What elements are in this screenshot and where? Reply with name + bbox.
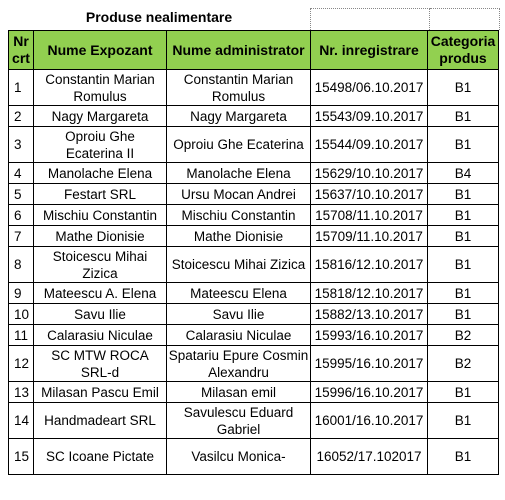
cell-administrator: Vasilcu Monica-	[167, 439, 311, 475]
cell-administrator: Mathe Dionisie	[167, 226, 311, 247]
cell-expozant: Mischiu Constantin	[34, 205, 167, 226]
cell-inregistrare: 15882/13.10.2017	[311, 304, 428, 325]
cell-nr: 4	[9, 163, 34, 184]
cell-expozant: Handmadeart SRL	[34, 403, 167, 439]
header-categoria-produs: Categoria produs	[428, 31, 499, 70]
cell-inregistrare: 15996/16.10.2017	[311, 382, 428, 403]
table-row	[9, 346, 499, 382]
table-row	[9, 403, 499, 439]
cell-nr: 9	[9, 283, 34, 304]
cell-nr: 10	[9, 304, 34, 325]
cell-categoria: B1	[428, 283, 499, 304]
table-row	[9, 325, 499, 346]
header-nr-crt: Nr crt	[9, 31, 34, 70]
cell-inregistrare: 16001/16.10.2017	[311, 403, 428, 439]
cell-categoria: B1	[428, 247, 499, 283]
cell-administrator: Mischiu Constantin	[167, 205, 311, 226]
cell-inregistrare: 15629/10.10.2017	[311, 163, 428, 184]
cell-expozant: SC Icoane Pictate	[34, 439, 167, 475]
cell-categoria: B1	[428, 439, 499, 475]
cell-inregistrare: 15637/10.10.2017	[311, 184, 428, 205]
cell-nr: 14	[9, 403, 34, 439]
cell-categoria: B1	[428, 382, 499, 403]
cell-administrator: Savulescu Eduard Gabriel	[167, 403, 311, 439]
cell-nr: 2	[9, 106, 34, 127]
table-row	[9, 226, 499, 247]
cell-inregistrare: 15544/09.10.2017	[311, 127, 428, 163]
cell-administrator: Manolache Elena	[167, 163, 311, 184]
cell-inregistrare: 15816/12.10.2017	[311, 247, 428, 283]
table-row	[9, 283, 499, 304]
cell-categoria: B1	[428, 106, 499, 127]
cell-administrator: Ursu Mocan Andrei	[167, 184, 311, 205]
cell-administrator: Calarasiu Niculae	[167, 325, 311, 346]
cell-administrator: Spatariu Epure Cosmin Alexandru	[167, 346, 311, 382]
cell-inregistrare: 15993/16.10.2017	[311, 325, 428, 346]
table-row	[9, 205, 499, 226]
cell-nr: 7	[9, 226, 34, 247]
cell-inregistrare: 15995/16.10.2017	[311, 346, 428, 382]
table-row	[9, 304, 499, 325]
table-row	[9, 439, 499, 475]
sheet-title-row	[0, 0, 505, 30]
table-header-row	[9, 31, 499, 70]
cell-expozant: Mathe Dionisie	[34, 226, 167, 247]
table-row	[9, 127, 499, 163]
cell-categoria: B1	[428, 304, 499, 325]
cell-expozant: Calarasiu Niculae	[34, 325, 167, 346]
sheet-title: Produse nealimentare	[85, 9, 233, 25]
cell-expozant: Constantin Marian Romulus	[34, 70, 167, 106]
cell-inregistrare: 16052/17.102017	[311, 439, 428, 475]
cell-expozant: Nagy Margareta	[34, 106, 167, 127]
empty-cell-dotted	[430, 8, 500, 30]
cell-inregistrare: 15709/11.10.2017	[311, 226, 428, 247]
cell-administrator: Oproiu Ghe Ecaterina	[167, 127, 311, 163]
table-row	[9, 184, 499, 205]
cell-administrator: Constantin Marian Romulus	[167, 70, 311, 106]
cell-expozant: Savu Ilie	[34, 304, 167, 325]
cell-categoria: B1	[428, 403, 499, 439]
cell-expozant: Mateescu A. Elena	[34, 283, 167, 304]
cell-expozant: Stoicescu Mihai Zizica	[34, 247, 167, 283]
cell-categoria: B2	[428, 325, 499, 346]
cell-nr: 8	[9, 247, 34, 283]
cell-categoria: B1	[428, 226, 499, 247]
cell-administrator: Stoicescu Mihai Zizica	[167, 247, 311, 283]
cell-expozant: Manolache Elena	[34, 163, 167, 184]
exhibitors-table	[8, 30, 499, 475]
cell-categoria: B1	[428, 184, 499, 205]
cell-nr: 6	[9, 205, 34, 226]
cell-categoria: B2	[428, 346, 499, 382]
cell-categoria: B1	[428, 127, 499, 163]
cell-inregistrare: 15498/06.10.2017	[311, 70, 428, 106]
header-nume-expozant: Nume Expozant	[34, 31, 167, 70]
cell-categoria: B4	[428, 163, 499, 184]
cell-inregistrare: 15818/12.10.2017	[311, 283, 428, 304]
cell-inregistrare: 15708/11.10.2017	[311, 205, 428, 226]
cell-administrator: Mateescu Elena	[167, 283, 311, 304]
cell-categoria: B1	[428, 205, 499, 226]
cell-nr: 13	[9, 382, 34, 403]
table-row	[9, 382, 499, 403]
table-row	[9, 106, 499, 127]
table-row	[9, 163, 499, 184]
cell-administrator: Savu Ilie	[167, 304, 311, 325]
table-row	[9, 247, 499, 283]
cell-nr: 11	[9, 325, 34, 346]
header-nume-administrator: Nume administrator	[167, 31, 311, 70]
cell-expozant: Oproiu Ghe Ecaterina II	[34, 127, 167, 163]
cell-categoria: B1	[428, 70, 499, 106]
header-nr-inregistrare: Nr. inregistrare	[311, 31, 428, 70]
cell-expozant: Milasan Pascu Emil	[34, 382, 167, 403]
cell-inregistrare: 15543/09.10.2017	[311, 106, 428, 127]
cell-expozant: SC MTW ROCA SRL-d	[34, 346, 167, 382]
table-row	[9, 70, 499, 106]
empty-cell-dotted	[310, 8, 430, 30]
cell-administrator: Milasan emil	[167, 382, 311, 403]
cell-nr: 1	[9, 70, 34, 106]
cell-administrator: Nagy Margareta	[167, 106, 311, 127]
cell-nr: 3	[9, 127, 34, 163]
cell-expozant: Festart SRL	[34, 184, 167, 205]
cell-nr: 12	[9, 346, 34, 382]
cell-nr: 5	[9, 184, 34, 205]
cell-nr: 15	[9, 439, 34, 475]
